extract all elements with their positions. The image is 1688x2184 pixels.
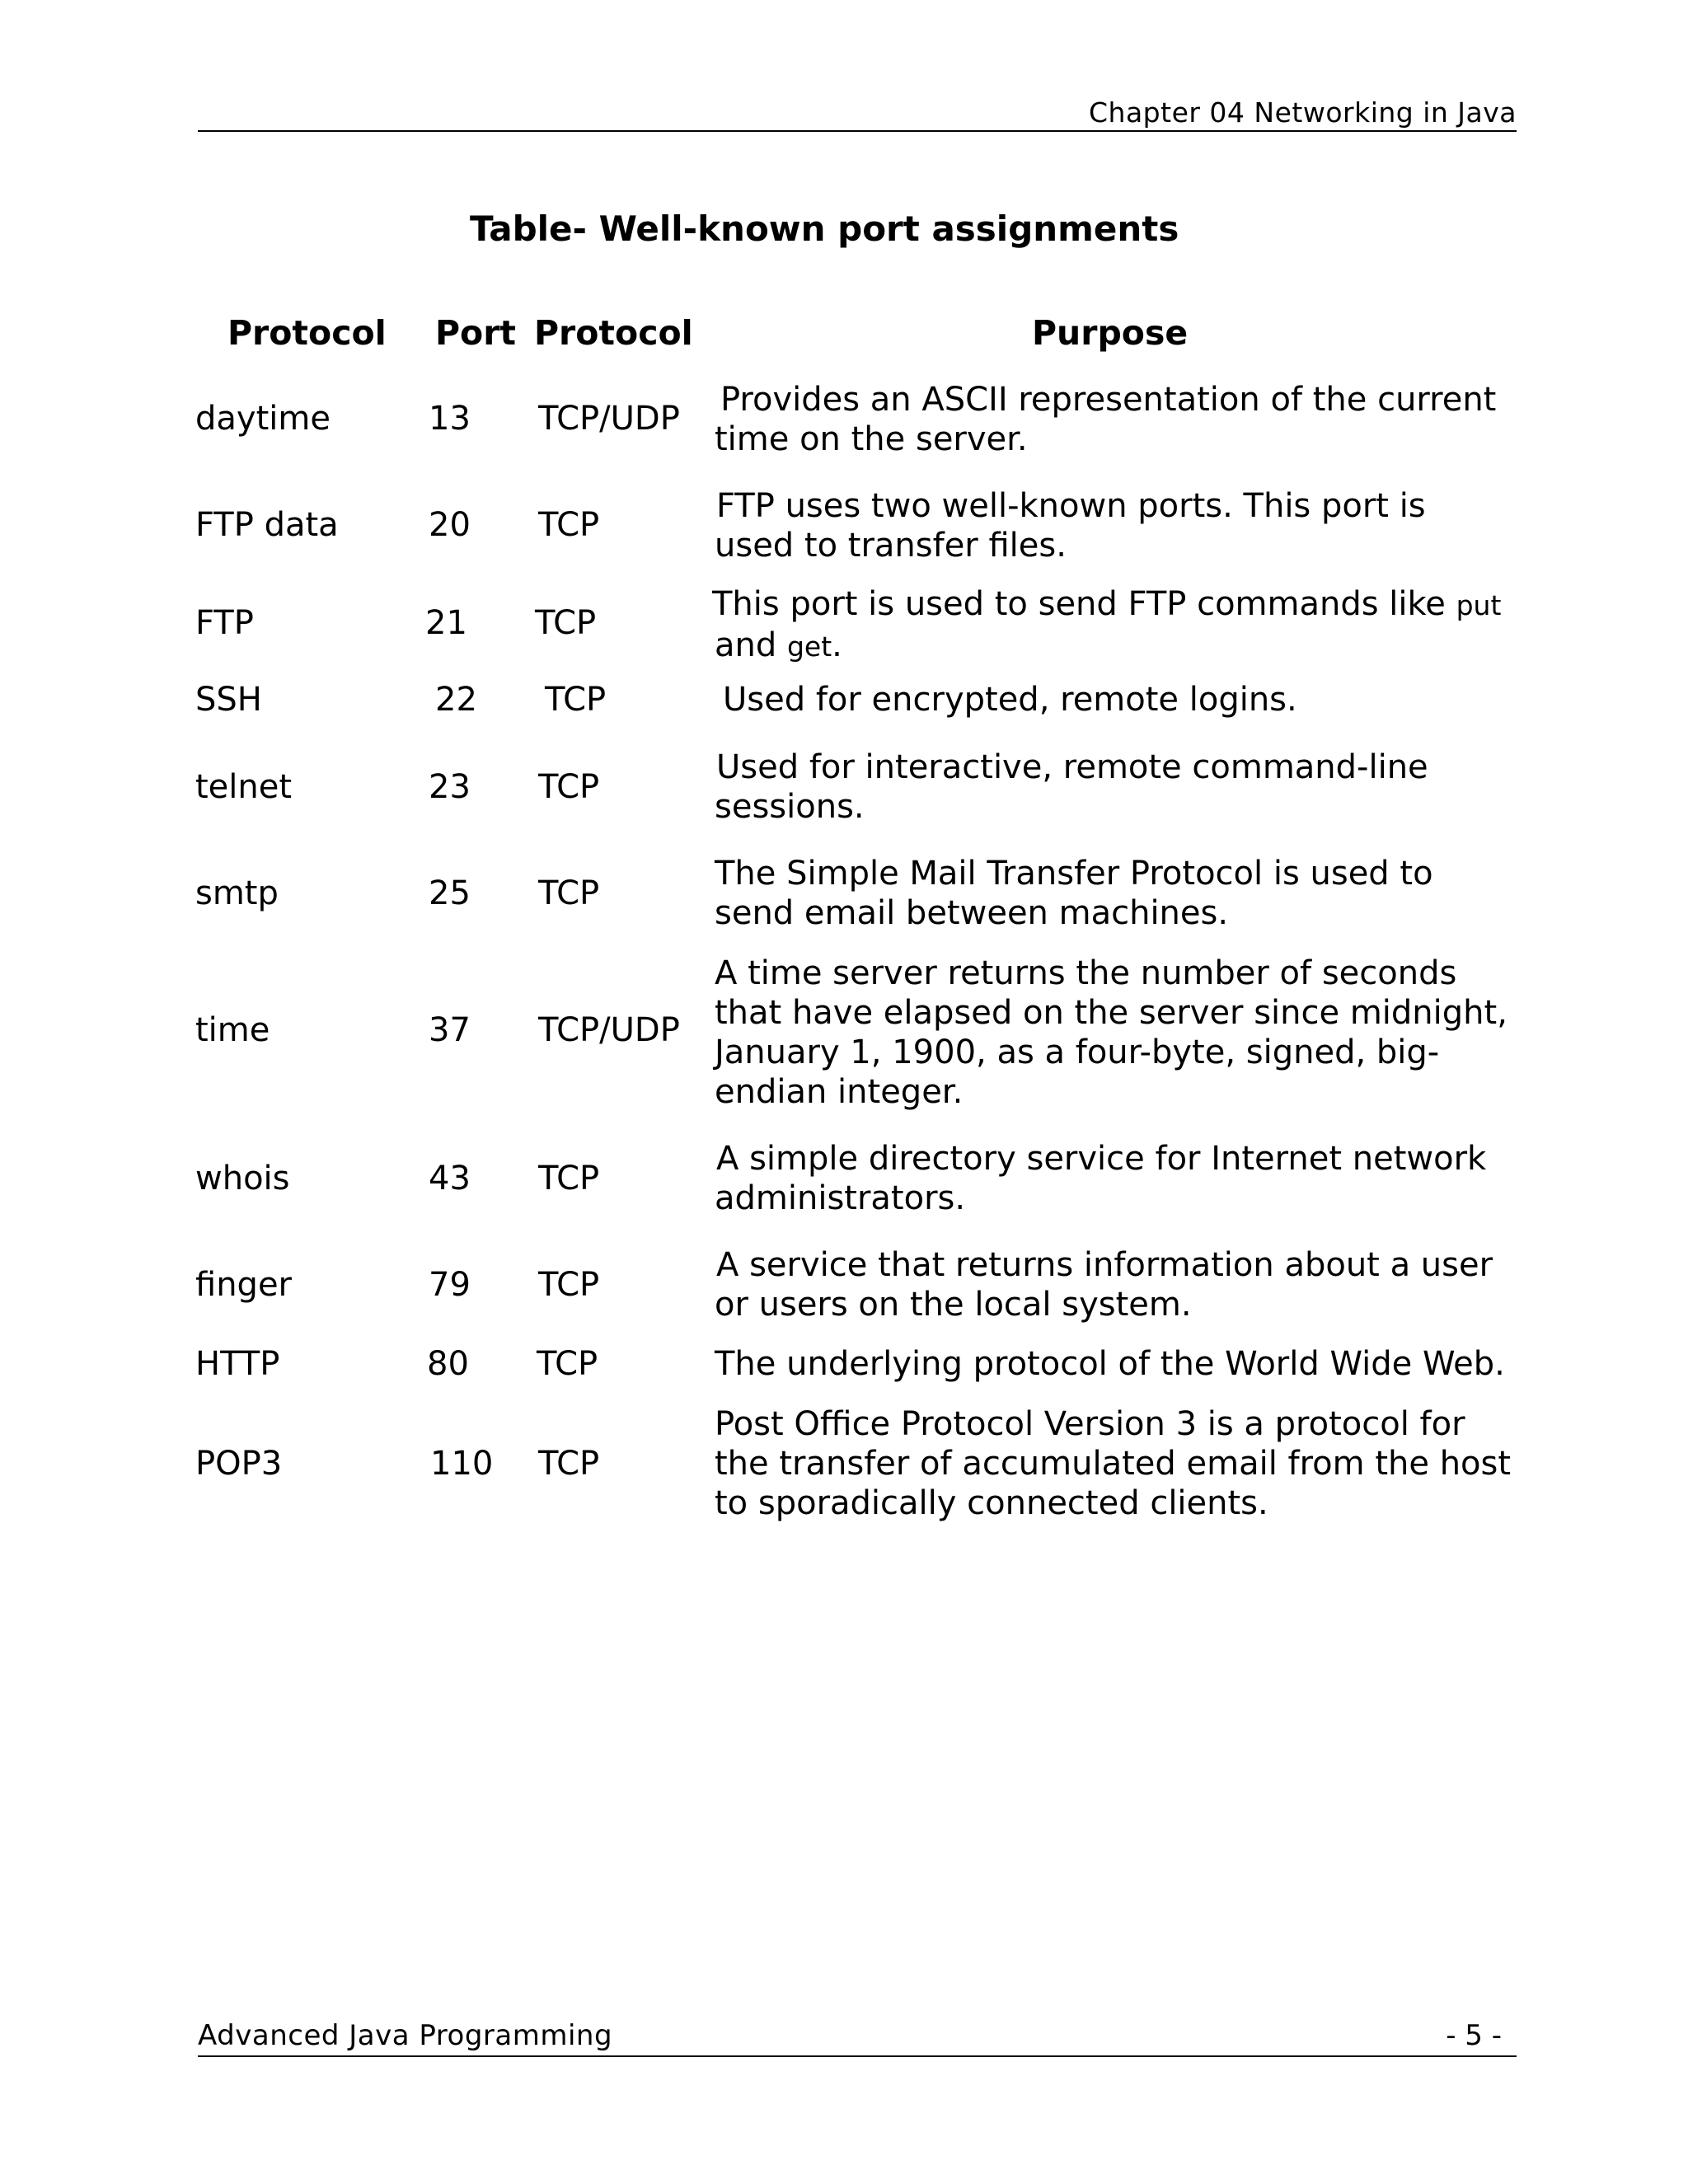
purpose-cell — [715, 1344, 1522, 1384]
book-title: Advanced Java Programming — [198, 2019, 613, 2052]
protocol-cell: smtp — [195, 874, 279, 912]
protocol-cell: daytime — [195, 400, 331, 438]
port-cell: 43 — [429, 1160, 471, 1197]
purpose-line: A simple directory service for Internet network — [716, 1140, 1487, 1178]
port-cell: 23 — [429, 768, 471, 806]
purpose-text: . — [832, 626, 842, 664]
purpose-line: FTP uses two well-known ports. This port is — [716, 487, 1426, 525]
purpose-line: that have elapsed on the server since midnight, — [715, 994, 1507, 1032]
transport-cell: TCP — [538, 874, 600, 912]
purpose-line: endian integer. — [715, 1073, 964, 1111]
port-cell: 37 — [429, 1011, 471, 1049]
table-title: Table- Well-known port assignments — [470, 209, 1179, 249]
protocol-cell: telnet — [195, 768, 293, 806]
purpose-cell — [715, 380, 1522, 459]
purpose-cell — [715, 748, 1522, 827]
column-header-port: Port — [435, 313, 517, 353]
purpose-line: time on the server. — [715, 420, 1028, 458]
purpose-line: send email between machines. — [715, 894, 1229, 932]
purpose-line: Used for interactive, remote command-line — [716, 748, 1428, 786]
protocol-cell: POP3 — [195, 1445, 283, 1483]
port-cell: 80 — [427, 1345, 469, 1383]
transport-cell: TCP — [538, 1160, 600, 1197]
purpose-line: A time server returns the number of seconds — [715, 954, 1457, 992]
purpose-line — [712, 584, 1520, 626]
purpose-cell — [715, 486, 1522, 565]
purpose-cell — [715, 854, 1522, 933]
protocol-cell: time — [195, 1011, 270, 1049]
purpose-line: the transfer of accumulated email from the host — [715, 1445, 1512, 1483]
protocol-cell: FTP — [195, 604, 254, 642]
port-cell: 22 — [435, 681, 477, 719]
page-header — [198, 97, 1517, 132]
purpose-text: and — [715, 626, 787, 664]
port-cell: 20 — [429, 506, 471, 544]
column-header-purpose: Purpose — [1032, 313, 1189, 353]
protocol-cell: SSH — [195, 681, 262, 719]
transport-cell: TCP — [538, 506, 600, 544]
purpose-line: January 1, 1900, as a four-byte, signed, big- — [715, 1033, 1440, 1071]
protocol-cell: HTTP — [195, 1345, 280, 1383]
page-number: - 5 - — [1446, 2019, 1502, 2052]
purpose-cell — [715, 1404, 1522, 1523]
port-cell: 25 — [429, 874, 471, 912]
transport-cell: TCP — [538, 1266, 600, 1304]
transport-cell: TCP/UDP — [538, 400, 680, 438]
purpose-text: This port is used to send FTP commands like — [712, 585, 1456, 623]
transport-cell: TCP — [535, 604, 597, 642]
purpose-line: Used for encrypted, remote logins. — [723, 681, 1297, 719]
purpose-line — [712, 626, 1520, 667]
purpose-line: A service that returns information about a user — [716, 1246, 1493, 1284]
purpose-cell — [715, 954, 1522, 1112]
port-cell: 79 — [429, 1266, 471, 1304]
purpose-line: The Simple Mail Transfer Protocol is used to — [715, 855, 1433, 893]
protocol-cell: finger — [195, 1266, 292, 1304]
purpose-cell — [712, 584, 1520, 667]
purpose-line: Provides an ASCII representation of the current — [720, 381, 1497, 419]
transport-cell: TCP — [545, 681, 607, 719]
column-header-transport: Protocol — [534, 313, 693, 353]
transport-cell: TCP/UDP — [538, 1011, 680, 1049]
transport-cell: TCP — [538, 768, 600, 806]
chapter-title: Chapter 04 Networking in Java — [1089, 96, 1517, 129]
column-header-protocol: Protocol — [227, 313, 387, 353]
purpose-line: administrators. — [715, 1179, 966, 1217]
purpose-cell — [715, 1245, 1522, 1324]
page-footer — [198, 2018, 1517, 2057]
protocol-cell: FTP data — [195, 506, 339, 544]
transport-cell: TCP — [537, 1345, 598, 1383]
port-cell: 110 — [430, 1445, 494, 1483]
code-keyword: get — [786, 630, 832, 663]
purpose-line: sessions. — [715, 788, 865, 826]
purpose-cell — [723, 680, 1531, 719]
purpose-cell — [715, 1139, 1522, 1218]
purpose-line: The underlying protocol of the World Wide Web. — [715, 1345, 1505, 1383]
purpose-line: used to transfer files. — [715, 527, 1067, 565]
transport-cell: TCP — [538, 1445, 600, 1483]
purpose-line: to sporadically connected clients. — [715, 1484, 1268, 1522]
purpose-line: Post Office Protocol Version 3 is a protocol for — [715, 1405, 1465, 1443]
code-keyword: put — [1456, 589, 1502, 621]
port-cell: 21 — [425, 604, 467, 642]
protocol-cell: whois — [195, 1160, 290, 1197]
purpose-line: or users on the local system. — [715, 1286, 1192, 1324]
port-cell: 13 — [429, 400, 471, 438]
